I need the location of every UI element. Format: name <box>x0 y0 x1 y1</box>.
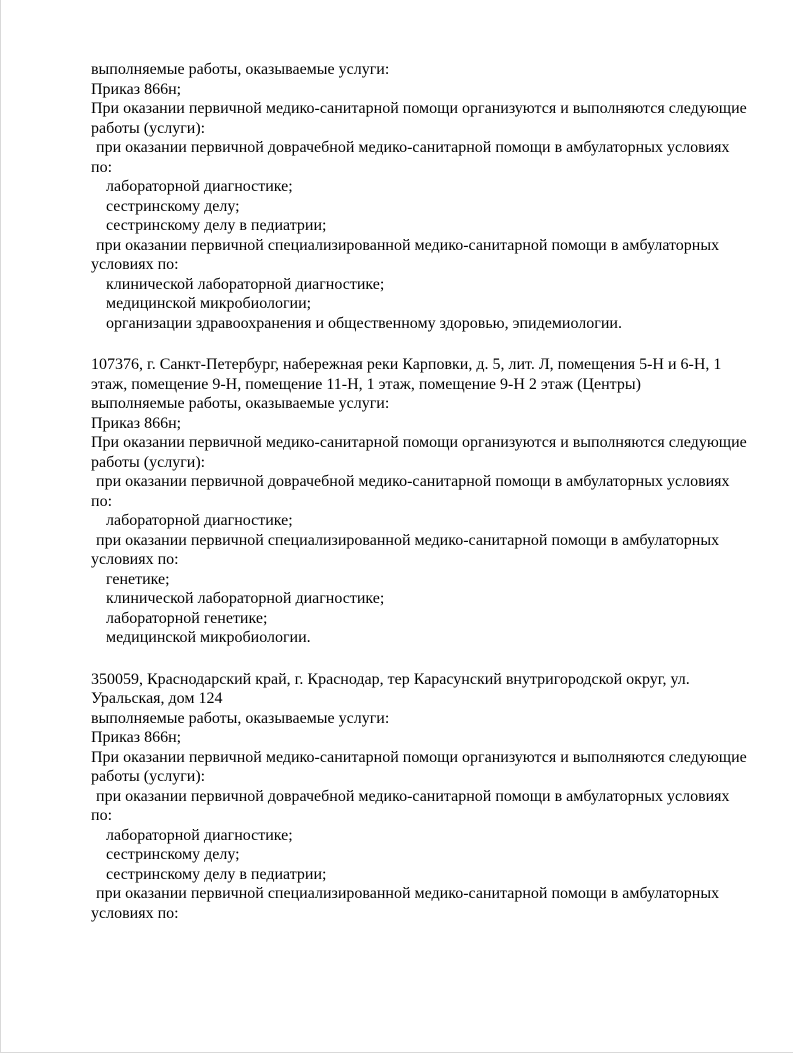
text-line: при оказании первичной специализированной медико-санитарной помощи в амбулаторных <box>96 885 720 902</box>
text-line: 350059, Краснодарский край, г. Краснодар, тер Карасунский внутригородской округ, ул. <box>91 670 690 688</box>
text-line: При оказании первичной медико-санитарной помощи организуются и выполняются следующие <box>91 748 747 766</box>
text-line: при оказании первичной доврачебной медико-санитарной помощи в амбулаторных условиях <box>96 139 730 156</box>
license-works-text <box>1 60 793 923</box>
works-block-continuation <box>91 60 753 333</box>
text-line: этаж, помещение 9-Н, помещение 11-Н, 1 этаж, помещение 9-Н 2 этаж (Центры) <box>91 375 641 393</box>
text-line: медицинской микробиологии. <box>106 629 311 646</box>
text-line: выполняемые работы, оказываемые услуги: <box>91 61 390 78</box>
text-line: условиях по: <box>91 256 179 273</box>
text-line: работы (услуги): <box>91 453 206 471</box>
text-line: выполняемые работы, оказываемые услуги: <box>91 709 390 727</box>
text-line: При оказании первичной медико-санитарной помощи организуются и выполняются следующие <box>91 100 747 117</box>
text-line: по: <box>91 492 113 510</box>
text-line: сестринскому делу в педиатрии; <box>106 217 327 234</box>
text-line: клинической лабораторной диагностике; <box>106 275 385 293</box>
text-line: при оказании первичной специализированной медико-санитарной помощи в амбулаторных <box>96 531 720 549</box>
text-line: лабораторной генетике; <box>106 609 268 627</box>
text-line: сестринскому делу; <box>106 197 240 215</box>
text-line: сестринскому делу; <box>106 846 240 863</box>
text-line: лабораторной диагностике; <box>106 178 293 195</box>
text-line: Приказ 866н; <box>91 80 182 98</box>
text-line: работы (услуги): <box>91 768 206 785</box>
text-line: по: <box>91 158 113 176</box>
text-line: генетике; <box>106 570 170 588</box>
text-line: организации здравоохранения и общественному здоровью, эпидемиологии. <box>106 314 622 332</box>
text-line: При оказании первичной медико-санитарной помощи организуются и выполняются следующие <box>91 434 747 451</box>
text-line: клинической лабораторной диагностике; <box>106 590 385 607</box>
text-line: сестринскому делу в педиатрии; <box>106 865 327 883</box>
text-line: при оказании первичной специализированной медико-санитарной помощи в амбулаторных <box>96 236 720 254</box>
text-line: условиях по: <box>91 551 179 568</box>
text-line: медицинской микробиологии; <box>106 295 312 312</box>
text-line: лабораторной диагностике; <box>106 512 293 529</box>
text-line: лабораторной диагностике; <box>106 826 293 844</box>
text-line: по: <box>91 807 113 824</box>
text-line: при оказании первичной доврачебной медико-санитарной помощи в амбулаторных условиях <box>96 473 730 490</box>
text-line: Приказ 866н; <box>91 729 182 746</box>
text-line: Приказ 866н; <box>91 414 182 432</box>
text-line: выполняемые работы, оказываемые услуги: <box>91 395 390 412</box>
text-line: Уральская, дом 124 <box>91 690 223 707</box>
text-line: работы (услуги): <box>91 119 206 137</box>
address-block-saint-petersburg <box>91 355 753 648</box>
text-line: 107376, г. Санкт-Петербург, набережная реки Карповки, д. 5, лит. Л, помещения 5-Н и 6-Н, 1 <box>91 356 722 373</box>
text-line: при оказании первичной доврачебной медико-санитарной помощи в амбулаторных условиях <box>96 787 730 805</box>
address-block-krasnodar <box>91 670 753 924</box>
text-line: условиях по: <box>91 904 179 922</box>
